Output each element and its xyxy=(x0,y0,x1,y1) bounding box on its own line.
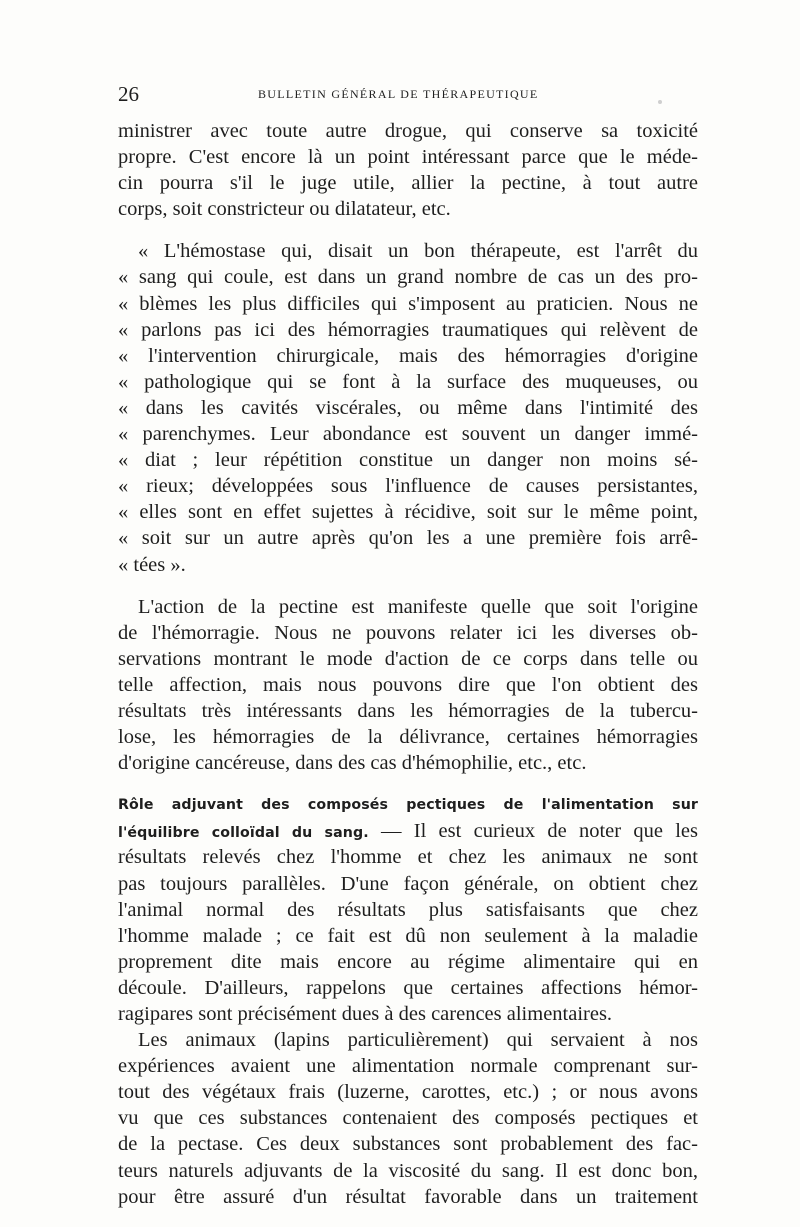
text-line: l'homme malade ; ce fait est dû non seulement à la maladie xyxy=(118,924,698,947)
text-line: de la pectase. Ces deux substances sont probablement des fac- xyxy=(118,1133,698,1156)
quote-line: « tées ». xyxy=(118,553,186,576)
text-line: résultats relevés chez l'homme et chez les animaux ne sont xyxy=(118,846,698,869)
text-line: ragipares sont précisément dues à des carences alimentaires. xyxy=(118,1003,613,1025)
text-line: vu que ces substances contenaient des composés pectiques et xyxy=(118,1107,698,1130)
text-line: proprement dite mais encore au régime alimentaire qui en xyxy=(118,950,698,973)
page-header xyxy=(118,82,698,106)
quote-line: « soit sur un autre après qu'on les a une première fois arrê- xyxy=(118,527,698,550)
body-text xyxy=(118,118,698,1210)
text-line: pour être assuré d'un résultat favorable dans un traitement xyxy=(118,1185,698,1208)
text-line: telle affection, mais nous pouvons dire que l'on obtient des xyxy=(118,673,698,696)
text-line: l'animal normal des résultats plus satisfaisants que chez xyxy=(118,898,698,921)
text-line: teurs naturels adjuvants de la viscosité du sang. Il est donc bon, xyxy=(118,1159,698,1182)
text-line: découle. D'ailleurs, rappelons que certaines affections hémor- xyxy=(118,976,698,999)
page-number: 26 xyxy=(118,82,139,106)
text-line: ministrer avec toute autre drogue, qui conserve sa toxicité xyxy=(118,120,698,142)
text-line xyxy=(118,818,698,844)
quote-line: « blèmes les plus difficiles qui s'imposent au praticien. Nous ne xyxy=(118,292,698,315)
text-line: corps, soit constricteur ou dilatateur, etc. xyxy=(118,198,451,221)
paper-speck xyxy=(658,100,662,104)
text-line: pas toujours parallèles. D'une façon générale, on obtient chez xyxy=(118,872,698,895)
quotation-block xyxy=(118,238,698,577)
quote-line: « pathologique qui se font à la surface des muqueuses, ou xyxy=(118,370,698,393)
paragraph-pectine-action xyxy=(118,594,698,777)
section-title-end: l'équilibre colloïdal du sang. xyxy=(118,825,369,842)
text-line: Les animaux (lapins particulièrement) qui servaient à nos xyxy=(138,1029,698,1052)
text-line: résultats très intéressants dans les hémorragies de la tubercu- xyxy=(118,699,698,722)
section-lead-text: — Il est curieux de noter que les xyxy=(368,820,698,843)
section-title: Rôle adjuvant des composés pectiques de l'alimentation sur xyxy=(118,797,698,814)
text-line: tout des végétaux frais (luzerne, carottes, etc.) ; or nous avons xyxy=(118,1081,698,1104)
quote-line: « rieux; développées sous l'influence de causes persistantes, xyxy=(118,475,698,498)
paragraph-animals xyxy=(118,1027,698,1210)
quote-line: « parlons pas ici des hémorragies traumatiques qui relèvent de xyxy=(118,318,698,341)
text-line: propre. C'est encore là un point intéressant parce que le méde- xyxy=(118,146,698,169)
quote-line: « L'hémostase qui, disait un bon thérapeute, est l'arrêt du xyxy=(138,240,698,263)
text-line: expériences avaient une alimentation normale comprenant sur- xyxy=(118,1055,698,1078)
quote-line: « diat ; leur répétition constitue un danger non moins sé- xyxy=(118,449,698,472)
section-role-adjuvant xyxy=(118,792,698,1027)
quote-line: « parenchymes. Leur abondance est souvent un danger immé- xyxy=(118,423,698,446)
running-title: BULLETIN GÉNÉRAL DE THÉRAPEUTIQUE xyxy=(258,87,539,101)
text-line: d'origine cancéreuse, dans des cas d'hémophilie, etc., etc. xyxy=(118,752,587,775)
quote-line: « sang qui coule, est dans un grand nombre de cas un des pro- xyxy=(118,266,698,289)
quote-line: « elles sont en effet sujettes à récidive, soit sur le même point, xyxy=(118,501,698,524)
paragraph-continuation xyxy=(118,118,698,222)
text-line: servations montrant le mode d'action de ce corps dans telle ou xyxy=(118,647,698,670)
text-line: L'action de la pectine est manifeste quelle que soit l'origine xyxy=(138,595,698,618)
quote-line: « dans les cavités viscérales, ou même dans l'intimité des xyxy=(118,396,698,419)
text-line: lose, les hémorragies de la délivrance, certaines hémorragies xyxy=(118,726,698,749)
quote-line: « l'intervention chirurgicale, mais des hémorragies d'origine xyxy=(118,344,698,367)
text-line: de l'hémorragie. Nous ne pouvons relater ici les diverses ob- xyxy=(118,621,698,644)
text-line: cin pourra s'il le juge utile, allier la pectine, à tout autre xyxy=(118,172,698,195)
